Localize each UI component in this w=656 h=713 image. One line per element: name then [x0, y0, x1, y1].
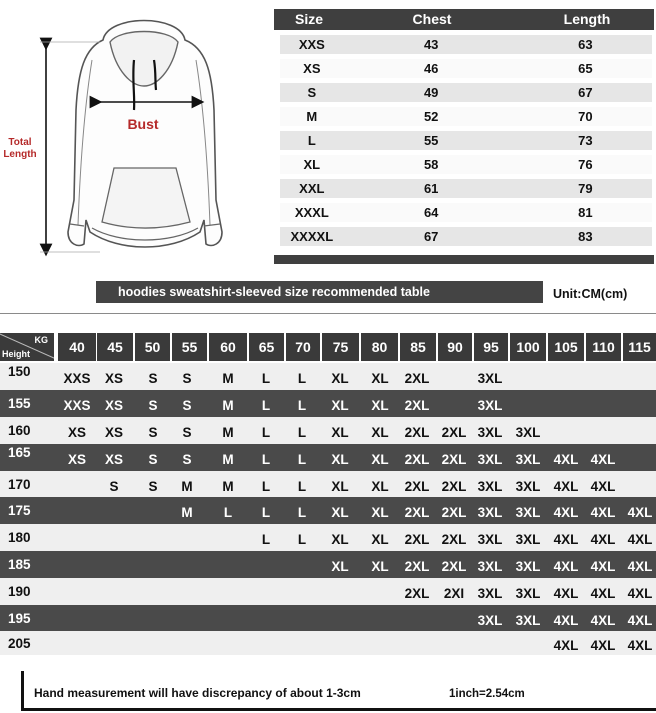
size-recommendation-cell: XL: [331, 398, 349, 413]
height-row-150: [0, 363, 656, 390]
size-recommendation-cell: XL: [331, 505, 349, 520]
size-recommendation-cell: 3XL: [515, 532, 541, 547]
size-recommendation-cell: XL: [371, 532, 389, 547]
height-row-180: [0, 524, 656, 551]
size-recommendation-cell: 3XL: [515, 586, 541, 601]
size-recommendation-cell: L: [261, 532, 271, 547]
weight-header-65: 65: [249, 333, 284, 361]
size-recommendation-cell: 3XL: [477, 532, 503, 547]
total-length-label: [0, 137, 40, 161]
height-value: 205: [8, 635, 31, 651]
size-cell: XXXL: [294, 205, 329, 220]
weight-header-50: 50: [135, 333, 170, 361]
size-recommendation-cell: 3XL: [515, 452, 541, 467]
height-row-175: [0, 497, 656, 524]
size-cell: M: [306, 109, 318, 124]
section-divider: [0, 313, 656, 314]
size-recommendation-cell: 2XL: [441, 425, 467, 440]
length-cell: 76: [578, 157, 593, 172]
size-recommendation-cell: L: [261, 425, 271, 440]
size-recommendation-cell: L: [223, 505, 233, 520]
size-recommendation-cell: 4XL: [627, 612, 653, 628]
bust-label: Bust: [127, 116, 159, 132]
size-recommendation-cell: XS: [104, 371, 123, 386]
chest-cell: 52: [423, 109, 439, 124]
size-recommendation-cell: 2XL: [404, 559, 430, 574]
size-recommendation-cell: M: [222, 398, 234, 413]
length-cell: 63: [578, 37, 593, 52]
height-value: 180: [8, 530, 31, 545]
chest-cell: 49: [423, 85, 439, 100]
size-recommendation-cell: L: [297, 398, 307, 413]
inch-conversion-note: 1inch=2.54cm: [449, 688, 525, 700]
discrepancy-note: Hand measurement will have discrepancy of about 1-3cm: [34, 686, 361, 700]
size-recommendation-cell: 3XL: [477, 371, 503, 386]
size-recommendation-cell: L: [261, 478, 271, 494]
height-row-155: [0, 390, 656, 417]
size-cell: XL: [303, 157, 321, 172]
height-value: 160: [8, 423, 31, 438]
size-recommendation-cell: 4XL: [553, 586, 579, 601]
size-recommendation-cell: M: [181, 478, 193, 494]
height-value: 170: [8, 476, 31, 492]
size-recommendation-cell: 2XL: [404, 425, 430, 440]
size-recommendation-cell: 3XL: [515, 478, 541, 494]
size-recommendation-cell: M: [222, 425, 234, 440]
weight-header-100: 100: [510, 333, 546, 361]
height-row-165: [0, 444, 656, 471]
size-recommendation-cell: 4XL: [553, 505, 579, 520]
size-recommendation-cell: 2XL: [404, 371, 430, 386]
height-value: 185: [8, 557, 31, 572]
size-recommendation-cell: XS: [104, 452, 123, 467]
size-recommendation-cell: XL: [331, 532, 349, 547]
size-recommendation-cell: XL: [371, 559, 389, 574]
size-recommendation-cell: XXS: [63, 371, 91, 386]
size-recommendation-cell: XL: [331, 371, 349, 386]
size-recommendation-cell: 3XL: [515, 612, 541, 628]
height-row-160: [0, 417, 656, 444]
size-recommendation-cell: 3XL: [477, 398, 503, 413]
size-table-footer-bar: [274, 255, 654, 264]
size-recommendation-cell: S: [182, 452, 192, 467]
size-recommendation-cell: S: [148, 478, 158, 494]
size-recommendation-cell: 4XL: [553, 452, 579, 467]
weight-header-110: 110: [586, 333, 621, 361]
size-recommendation-cell: L: [261, 371, 271, 386]
size-recommendation-cell: 4XL: [590, 452, 616, 467]
chest-cell: 55: [423, 133, 439, 148]
size-recommendation-cell: 2XL: [441, 452, 467, 467]
height-row-205: [0, 631, 656, 655]
size-recommendation-cell: 3XL: [477, 586, 503, 601]
size-recommendation-cell: XL: [331, 478, 349, 494]
size-recommendation-cell: S: [148, 452, 158, 467]
size-recommendation-cell: 2XI: [443, 586, 465, 601]
size-cell: XS: [303, 61, 321, 76]
size-row: [280, 59, 652, 78]
size-recommendation-cell: L: [297, 532, 307, 547]
size-recommendation-cell: 4XL: [590, 637, 616, 653]
size-cell: S: [307, 85, 317, 100]
size-cell: L: [307, 133, 316, 148]
size-recommendation-cell: S: [182, 425, 192, 440]
chest-cell: 64: [423, 205, 439, 220]
size-recommendation-cell: 4XL: [553, 612, 579, 628]
size-recommendation-cell: L: [297, 371, 307, 386]
size-cell: XXS: [298, 37, 325, 52]
weight-header-60: 60: [209, 333, 247, 361]
total-length-word1: Total: [8, 137, 32, 148]
size-recommendation-cell: XL: [331, 425, 349, 440]
length-cell: 81: [578, 205, 593, 220]
kg-axis-label: KG: [34, 335, 48, 345]
size-recommendation-cell: 2XL: [404, 398, 430, 413]
size-recommendation-cell: 3XL: [515, 559, 541, 574]
size-recommendation-cell: XS: [67, 452, 86, 467]
size-recommendation-cell: XL: [371, 505, 389, 520]
height-value: 175: [8, 503, 31, 518]
size-recommendation-cell: S: [109, 478, 119, 494]
size-recommendation-cell: S: [148, 425, 158, 440]
size-row: [280, 107, 652, 126]
weight-header-55: 55: [172, 333, 207, 361]
size-row: [280, 227, 652, 246]
size-recommendation-cell: XL: [331, 452, 349, 467]
chest-cell: 58: [423, 157, 439, 172]
size-row: [280, 131, 652, 150]
weight-header-85: 85: [400, 333, 436, 361]
size-recommendation-cell: 3XL: [477, 425, 503, 440]
size-recommendation-cell: 4XL: [627, 505, 653, 520]
size-recommendation-cell: 3XL: [477, 452, 503, 467]
size-recommendation-cell: 4XL: [590, 612, 616, 628]
size-recommendation-cell: 4XL: [590, 478, 616, 494]
size-recommendation-cell: 4XL: [590, 586, 616, 601]
size-recommendation-cell: 4XL: [627, 532, 653, 547]
size-recommendation-cell: 4XL: [627, 559, 653, 574]
size-table-header: [274, 9, 654, 30]
length-header: Length: [563, 11, 611, 27]
chest-header: Chest: [412, 11, 452, 27]
size-recommendation-cell: L: [297, 478, 307, 494]
size-recommendation-cell: 2XL: [404, 478, 430, 494]
weight-header-45: 45: [97, 333, 133, 361]
size-recommendation-cell: S: [148, 398, 158, 413]
size-recommendation-cell: XS: [104, 425, 123, 440]
size-recommendation-cell: XL: [371, 371, 389, 386]
height-value: 150: [8, 364, 31, 379]
size-recommendation-cell: L: [297, 505, 307, 520]
size-row: [280, 203, 652, 222]
size-recommendation-cell: 3XL: [477, 612, 503, 628]
size-recommendation-cell: 3XL: [515, 505, 541, 520]
weight-header-105: 105: [548, 333, 584, 361]
size-recommendation-cell: 3XL: [477, 478, 503, 494]
size-recommendation-cell: 2XL: [441, 478, 467, 494]
size-recommendation-cell: XL: [371, 478, 389, 494]
size-recommendation-cell: XL: [371, 398, 389, 413]
total-length-word2: Length: [3, 149, 37, 160]
height-row-195: [0, 605, 656, 631]
size-recommendation-cell: 4XL: [553, 532, 579, 547]
recommended-table-banner: hoodies sweatshirt-sleeved size recommended table: [96, 281, 543, 303]
size-recommendation-cell: S: [182, 371, 192, 386]
weight-header-40: 40: [58, 333, 96, 361]
weight-header-75: 75: [322, 333, 359, 361]
size-recommendation-cell: L: [261, 398, 271, 413]
length-cell: 70: [578, 109, 593, 124]
height-value: 155: [8, 396, 31, 411]
size-recommendation-cell: XL: [371, 452, 389, 467]
height-value: 195: [8, 610, 31, 626]
size-recommendation-cell: XXS: [63, 398, 91, 413]
size-recommendation-cell: 2XL: [404, 532, 430, 547]
weight-header-95: 95: [474, 333, 508, 361]
size-recommendation-cell: 4XL: [553, 637, 579, 653]
size-recommendation-cell: 4XL: [627, 637, 653, 653]
size-row: [280, 83, 652, 102]
length-cell: 83: [578, 229, 593, 244]
unit-label: Unit:CM(cm): [553, 287, 628, 301]
size-row: [280, 155, 652, 174]
size-recommendation-cell: 4XL: [590, 505, 616, 520]
height-axis-label: Height: [2, 349, 30, 359]
size-recommendation-cell: 2XL: [441, 559, 467, 574]
grid-corner-header: [0, 333, 54, 361]
size-row: [280, 179, 652, 198]
size-recommendation-cell: 3XL: [477, 559, 503, 574]
size-recommendation-cell: L: [297, 425, 307, 440]
chest-cell: 46: [423, 61, 439, 76]
size-recommendation-cell: M: [222, 478, 234, 494]
length-cell: 79: [578, 181, 593, 196]
chest-cell: 67: [423, 229, 439, 244]
size-recommendation-cell: 3XL: [515, 425, 541, 440]
size-header: Size: [294, 11, 323, 27]
chest-cell: 61: [423, 181, 439, 196]
size-recommendation-cell: S: [148, 371, 158, 386]
length-cell: 65: [578, 61, 593, 76]
weight-header-115: 115: [623, 333, 656, 361]
size-recommendation-cell: 4XL: [590, 532, 616, 547]
length-cell: 73: [578, 133, 593, 148]
height-row-185: [0, 551, 656, 578]
weight-header-90: 90: [438, 333, 472, 361]
size-chart-table: [274, 9, 654, 264]
size-recommendation-cell: L: [261, 452, 271, 467]
size-recommendation-cell: M: [222, 371, 234, 386]
size-recommendation-cell: 2XL: [404, 452, 430, 467]
size-recommendation-cell: L: [261, 505, 271, 520]
size-recommendation-cell: 4XL: [590, 559, 616, 574]
size-recommendation-cell: 4XL: [553, 559, 579, 574]
size-row: [280, 35, 652, 54]
size-recommendation-cell: 2XL: [441, 505, 467, 520]
weight-header-80: 80: [361, 333, 398, 361]
size-recommendation-cell: M: [181, 505, 193, 520]
size-recommendation-cell: 2XL: [441, 532, 467, 547]
size-recommendation-cell: 4XL: [553, 478, 579, 494]
size-recommendation-cell: 4XL: [627, 586, 653, 601]
weight-header-70: 70: [286, 333, 320, 361]
size-recommendation-cell: 2XL: [404, 586, 430, 601]
size-recommendation-cell: XL: [331, 559, 349, 574]
size-recommendation-cell: L: [297, 452, 307, 467]
height-row-170: [0, 471, 656, 497]
size-cell: XXXXL: [290, 229, 334, 244]
chest-cell: 43: [423, 37, 439, 52]
size-recommendation-cell: S: [182, 398, 192, 413]
length-cell: 67: [578, 85, 593, 100]
size-recommendation-cell: XS: [104, 398, 123, 413]
size-recommendation-cell: 3XL: [477, 505, 503, 520]
height-row-190: [0, 578, 656, 605]
size-recommendation-cell: XS: [67, 425, 86, 440]
kangaroo-pocket: [102, 168, 190, 228]
hoodie-illustration: [0, 0, 270, 270]
size-recommendation-cell: XL: [371, 425, 389, 440]
size-recommendation-cell: M: [222, 452, 234, 467]
size-recommendation-cell: 2XL: [404, 505, 430, 520]
height-value: 165: [8, 445, 31, 460]
height-value: 190: [8, 584, 31, 599]
size-cell: XXL: [299, 181, 325, 196]
